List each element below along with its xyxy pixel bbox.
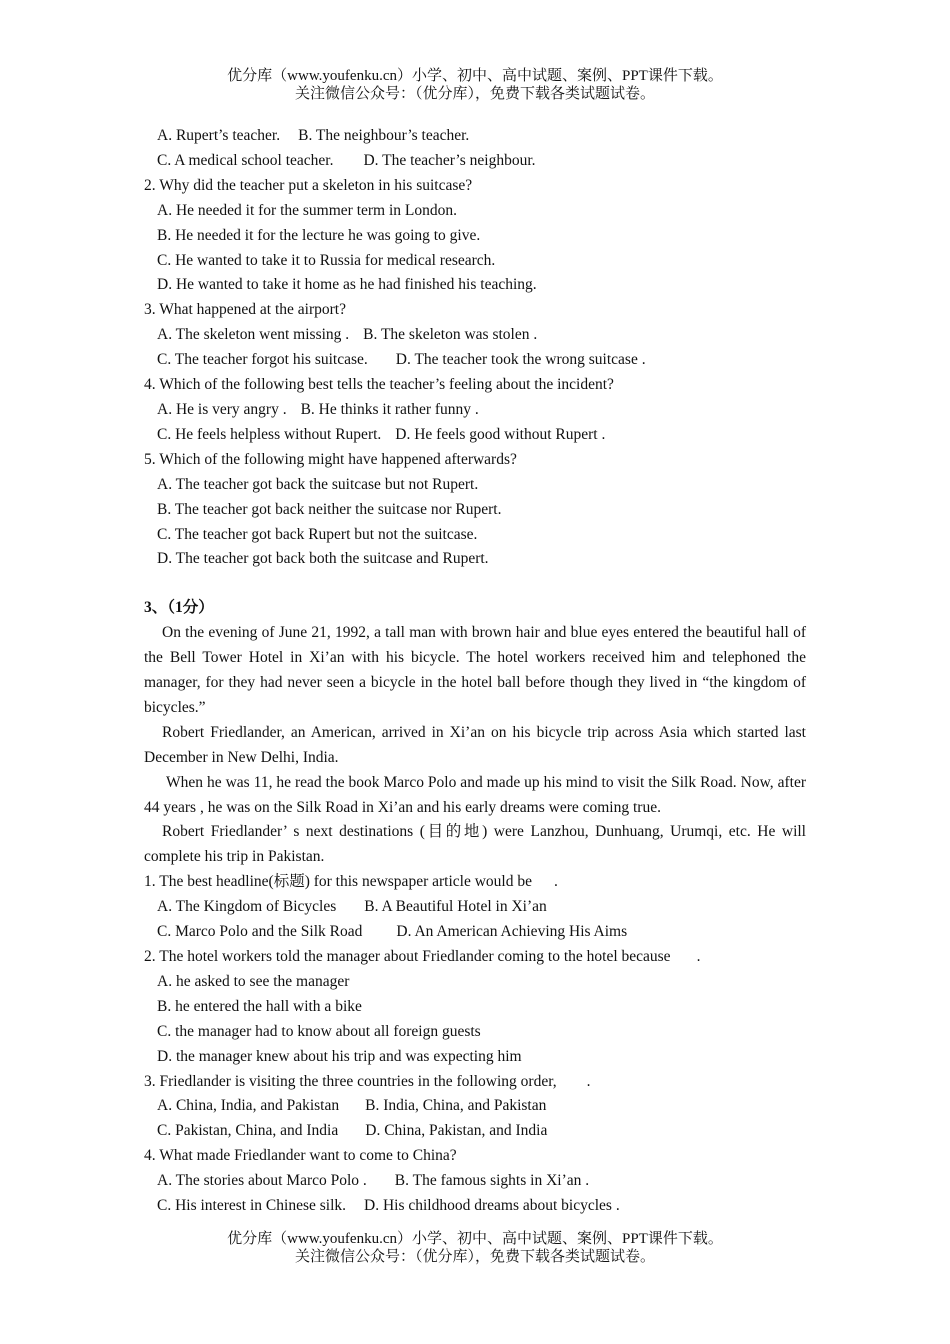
option: B. The neighbour’s teacher. bbox=[298, 127, 470, 144]
option: C. The teacher forgot his suitcase. bbox=[157, 351, 368, 369]
option-row bbox=[144, 1119, 806, 1144]
option-row bbox=[144, 1194, 806, 1219]
option: A. The Kingdom of Bicycles bbox=[157, 898, 337, 916]
document-body bbox=[144, 124, 806, 1219]
option-row bbox=[144, 423, 806, 448]
option: D. His childhood dreams about bicycles . bbox=[364, 1197, 620, 1215]
question: 5. Which of the following might have happened afterwards? bbox=[144, 450, 517, 468]
question-text: 2. The hotel workers told the manager about Friedlander coming to the hotel because bbox=[144, 948, 671, 965]
passage-paragraph: On the evening of June 21, 1992, a tall man with brown hair and blue eyes entered the beautiful hall of the Bell Tower Hotel in Xi’an with his bicycle. The hotel workers received him and telephoned the manager, for they had never seen a bicycle in the hotel ball before though they lived in “the kingdom of bicycles.” bbox=[144, 624, 806, 716]
option-row bbox=[144, 348, 806, 373]
question: 2. Why did the teacher put a skeleton in his suitcase? bbox=[144, 176, 473, 194]
question-end: . bbox=[586, 1072, 591, 1090]
option: B. India, China, and Pakistan bbox=[365, 1097, 547, 1115]
option: A. He needed it for the summer term in London. bbox=[157, 201, 458, 219]
question-text: 1. The best headline(标题) for this newspaper article would be bbox=[144, 873, 532, 891]
option: B. He needed it for the lecture he was going to give. bbox=[157, 226, 481, 244]
passage-paragraph: Robert Friedlander, an American, arrived in Xi’an on his bicycle trip across Asia which started last December in New Delhi, India. bbox=[144, 723, 806, 766]
page-header bbox=[0, 67, 950, 103]
page-footer bbox=[0, 1230, 950, 1266]
header-line-2: 关注微信公众号：（优分库），免费下载各类试题试卷。 bbox=[294, 86, 655, 102]
option-row bbox=[144, 124, 806, 149]
option: A. The teacher got back the suitcase but not Rupert. bbox=[157, 475, 479, 493]
option: D. An American Achieving His Aims bbox=[396, 923, 628, 941]
option: C. The teacher got back Rupert but not the suitcase. bbox=[157, 525, 478, 543]
option-row bbox=[144, 1169, 806, 1194]
option: C. He feels helpless without Rupert. bbox=[157, 425, 382, 443]
option: D. He feels good without Rupert . bbox=[395, 425, 606, 443]
option: A. The stories about Marco Polo . bbox=[157, 1172, 367, 1190]
option: A. Rupert’s teacher. bbox=[157, 127, 281, 144]
question-end: . bbox=[696, 948, 701, 965]
question-end: . bbox=[553, 873, 558, 891]
option-row bbox=[144, 398, 806, 423]
option: D. He wanted to take it home as he had finished his teaching. bbox=[157, 276, 537, 294]
option-row bbox=[144, 1094, 806, 1119]
option: B. The famous sights in Xi’an . bbox=[394, 1172, 590, 1190]
header-line-1: 优分库（www.youfenku.cn）小学、初中、高中试题、案例、PPT课件下载。 bbox=[227, 68, 723, 84]
option: C. Marco Polo and the Silk Road bbox=[157, 923, 363, 941]
question bbox=[144, 870, 806, 895]
passage-paragraph: Robert Friedlander’ s next destinations (目的地) were Lanzhou, Dunhuang, Urumqi, etc. He will complete his trip in Pakistan. bbox=[144, 823, 806, 866]
option: C. His interest in Chinese silk. bbox=[157, 1197, 347, 1215]
option-row bbox=[144, 920, 806, 945]
question: 3. What happened at the airport? bbox=[144, 301, 346, 319]
question: 4. Which of the following best tells the teacher’s feeling about the incident? bbox=[144, 376, 614, 394]
question bbox=[144, 945, 806, 970]
option: A. he asked to see the manager bbox=[157, 972, 350, 990]
option: D. the manager knew about his trip and was expecting him bbox=[157, 1047, 522, 1065]
option: D. The teacher’s neighbour. bbox=[363, 151, 536, 169]
option: A. He is very angry . bbox=[157, 400, 287, 418]
option: A. China, India, and Pakistan bbox=[157, 1097, 340, 1115]
option-row bbox=[144, 149, 806, 174]
option: B. The skeleton was stolen . bbox=[363, 326, 538, 344]
option: D. The teacher got back both the suitcase and Rupert. bbox=[157, 550, 489, 568]
option-row bbox=[144, 323, 806, 348]
option: C. A medical school teacher. bbox=[157, 151, 334, 169]
option: A. The skeleton went missing . bbox=[157, 326, 350, 344]
option-row bbox=[144, 895, 806, 920]
footer-line-2: 关注微信公众号：（优分库），免费下载各类试题试卷。 bbox=[294, 1249, 655, 1265]
option: B. he entered the hall with a bike bbox=[157, 997, 362, 1015]
option: C. the manager had to know about all foreign guests bbox=[157, 1022, 481, 1040]
question: 4. What made Friedlander want to come to China? bbox=[144, 1147, 457, 1165]
option: D. China, Pakistan, and India bbox=[365, 1122, 548, 1140]
option: C. Pakistan, China, and India bbox=[157, 1122, 339, 1140]
option: C. He wanted to take it to Russia for medical research. bbox=[157, 251, 496, 269]
passage-paragraph: When he was 11, he read the book Marco Polo and made up his mind to visit the Silk Road. Now, after 44 years , he was on the Silk Road in Xi’an and his early dreams were coming true. bbox=[144, 773, 806, 816]
question bbox=[144, 1070, 806, 1095]
section-heading: 3、（1分） bbox=[144, 599, 214, 617]
option: D. The teacher took the wrong suitcase . bbox=[395, 351, 646, 369]
option: B. A Beautiful Hotel in Xi’an bbox=[364, 898, 547, 916]
option: B. He thinks it rather funny . bbox=[300, 400, 479, 418]
footer-line-1: 优分库（www.youfenku.cn）小学、初中、高中试题、案例、PPT课件下载。 bbox=[227, 1231, 723, 1247]
question-text: 3. Friedlander is visiting the three countries in the following order, bbox=[144, 1072, 557, 1090]
option: B. The teacher got back neither the suitcase nor Rupert. bbox=[157, 500, 502, 518]
